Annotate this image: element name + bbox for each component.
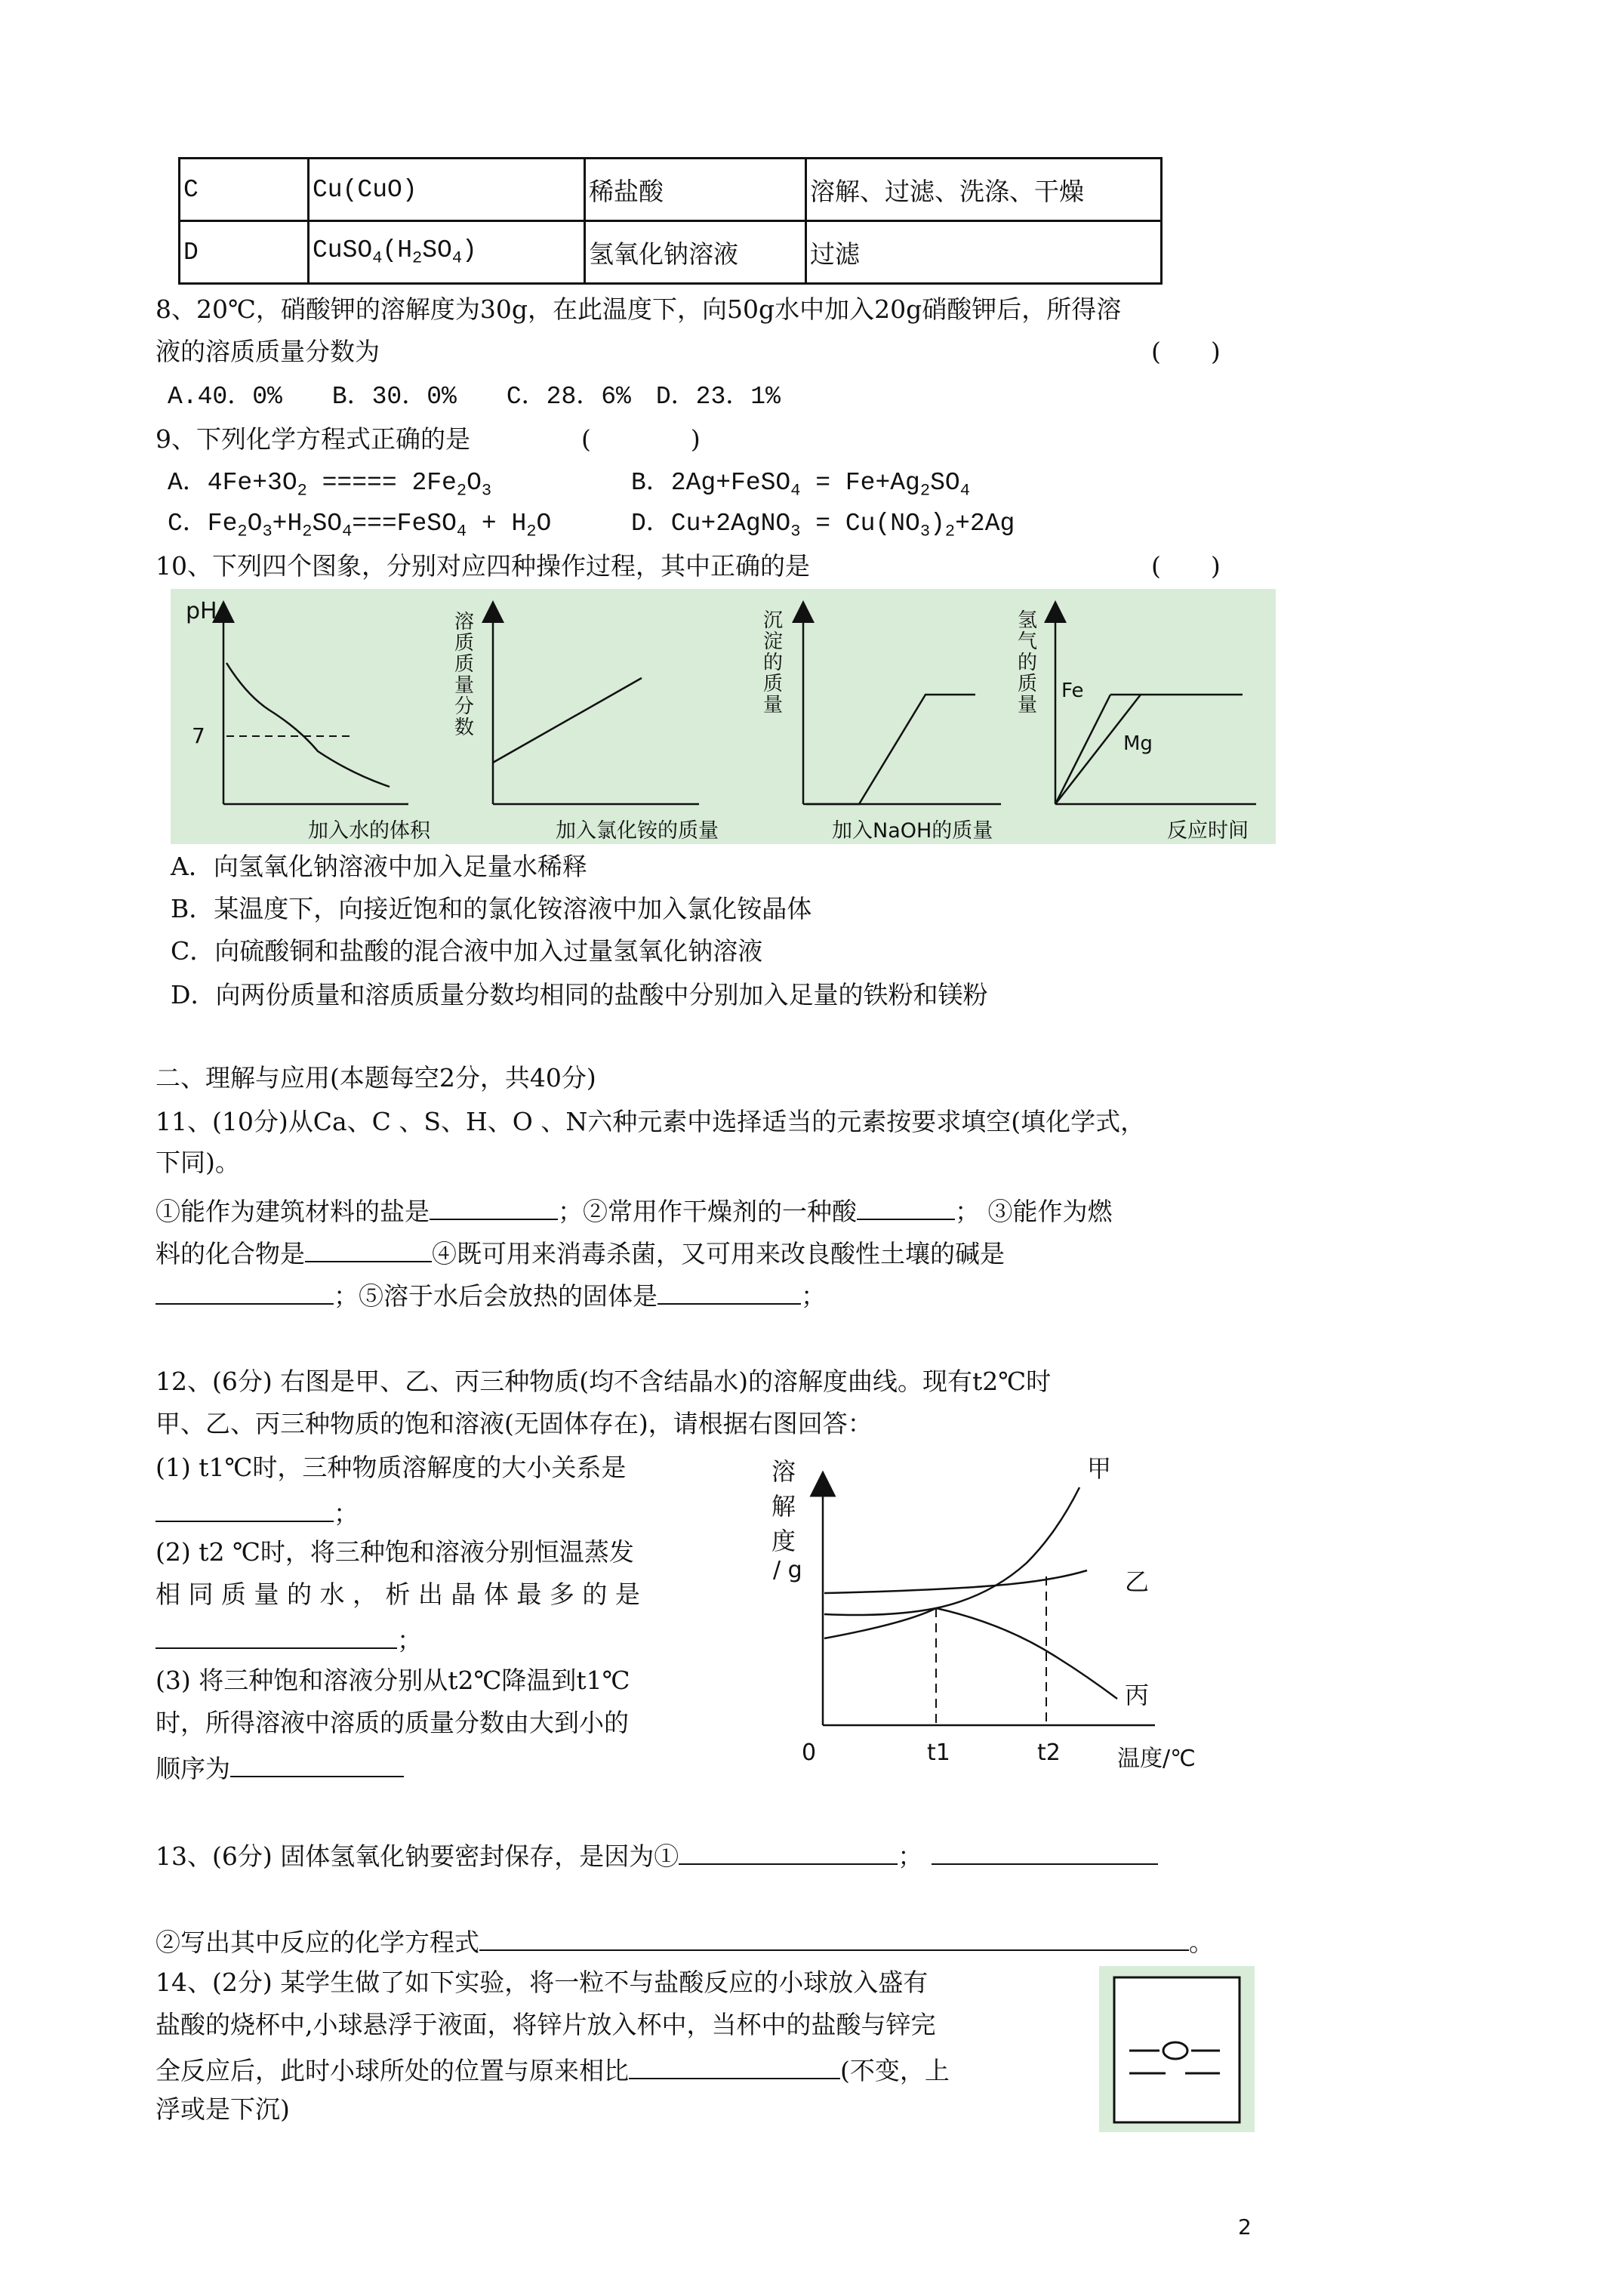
q11-part5: ④既可用来消毒杀菌，又可用来改良酸性土壤的碱是 — [432, 1239, 1005, 1268]
q12-s2-end: ； — [397, 1626, 422, 1655]
curve-label-bing: 丙 — [1125, 1681, 1150, 1709]
answer-blank[interactable] — [479, 1924, 1189, 1951]
ph-7-mark: 7 — [192, 723, 205, 748]
q13-end: 。 — [1189, 1928, 1214, 1957]
q10-option-d: D．向两份质量和溶质质量分数均相同的盐酸中分别加入足量的铁粉和镁粉 — [171, 980, 988, 1009]
section-heading: 二、理解与应用(本题每空2分，共40分) — [156, 1063, 596, 1093]
q14-line2: 盐酸的烧杯中,小球悬浮于液面，将锌片放入杯中，当杯中的盐酸与锌完 — [156, 2010, 936, 2039]
formula-text: $CuSO_4(H_2SO_4)$ — [313, 236, 477, 268]
table-cell: D — [180, 221, 309, 284]
graph-ph — [223, 612, 408, 804]
beaker-figure — [1099, 1966, 1255, 2132]
q9-option-c: C．$Fe_2O_3+H_2SO_4===FeSO_4 + H_2O$ — [168, 510, 552, 541]
q11-part6: ；⑤溶于水后会放热的固体是 — [334, 1281, 658, 1311]
q8-line2: 液的溶质质量分数为 — [156, 337, 380, 366]
table-row — [180, 159, 1162, 221]
q9-stem: 9、下列化学方程式正确的是 — [156, 424, 470, 454]
solubility-figure — [755, 1450, 1283, 1782]
q12-s3c-text: 顺序为 — [156, 1754, 230, 1783]
table-row — [180, 221, 1162, 284]
table-cell: C — [180, 159, 309, 221]
t2-label: t2 — [1037, 1740, 1061, 1766]
q12-s1-answer — [156, 1495, 359, 1529]
q12-s2-answer — [156, 1622, 422, 1656]
q13-sep: ； — [898, 1841, 923, 1871]
y-label-3: 度 — [771, 1527, 796, 1555]
origin-label: 0 — [802, 1740, 817, 1766]
q12-s1-end: ； — [334, 1499, 359, 1528]
curve-label-jia: 甲 — [1087, 1454, 1112, 1483]
answer-blank[interactable] — [230, 1750, 404, 1777]
q12-line1: 12、(6分) 右图是甲、乙、丙三种物质(均不含结晶水)的溶解度曲线。现有t2℃时 — [156, 1367, 1052, 1396]
y-label-2: 解 — [771, 1492, 796, 1521]
q14-text3b: (不变，上 — [840, 2056, 950, 2085]
graph-precipitate — [803, 612, 1001, 804]
answer-blank[interactable] — [932, 1838, 1158, 1865]
q10-option-b: B．某温度下，向接近饱和的氯化铵溶液中加入氯化铵晶体 — [171, 894, 812, 923]
q12-s3b: 时，所得溶液中溶质的质量分数由大到小的 — [156, 1708, 629, 1737]
answer-blank[interactable] — [629, 2052, 840, 2079]
graph4-ylabel: 氢气的质量 — [1018, 609, 1038, 717]
q10-stem: 10、下列四个图象，分别对应四种操作过程，其中正确的是 — [156, 551, 810, 581]
graph3-ylabel: 沉淀的质量 — [763, 609, 784, 717]
q10-graphs — [171, 589, 1276, 844]
q8-choices: A.40．0% B．30．0% C．28．6% D．23．1% — [168, 383, 781, 411]
q13-text2: ②写出其中反应的化学方程式 — [156, 1928, 479, 1957]
q8-answer-paren: ( ) — [1151, 337, 1221, 366]
answer-blank[interactable] — [305, 1235, 432, 1262]
answer-blank[interactable] — [156, 1277, 334, 1305]
graph4-xlabel: 反应时间 — [1167, 819, 1249, 843]
q14-line4: 浮或是下沉) — [156, 2094, 290, 2124]
q9-option-b: B．2Ag+FeSO$_4$ = $Fe+Ag_2SO_4$ — [631, 469, 970, 501]
table-cell: Cu(CuO) — [309, 159, 585, 221]
answer-blank[interactable] — [658, 1277, 801, 1305]
q12-s3c — [156, 1750, 404, 1784]
answer-blank[interactable] — [156, 1495, 334, 1522]
q11-line3 — [156, 1193, 1113, 1227]
options-table — [178, 157, 1163, 285]
graph3-xlabel: 加入NaOH的质量 — [832, 819, 993, 843]
q12-s2a: (2) t2 ℃时，将三种饱和溶液分别恒温蒸发 — [156, 1537, 634, 1567]
t1-label: t1 — [927, 1740, 950, 1766]
q11-line2: 下同)。 — [156, 1148, 240, 1177]
q12-line2: 甲、乙、丙三种物质的饱和溶液(无固体存在)，请根据右图回答： — [156, 1409, 873, 1438]
q8-line1: 8、20℃，硝酸钾的溶解度为30g，在此温度下，向50g水中加入20g硝酸钾后，所得溶 — [156, 294, 1122, 324]
q11-line1: 11、(10分)从Ca、C 、S、H、O 、N六种元素中选择适当的元素按要求填空(填化学式， — [156, 1107, 1146, 1136]
q11-part1: ①能作为建筑材料的盐是 — [156, 1197, 430, 1226]
q10-option-a: A．向氢氧化钠溶液中加入足量水稀释 — [171, 852, 587, 881]
answer-blank[interactable] — [430, 1193, 558, 1220]
q11-part3: ； ③能作为燃 — [955, 1197, 1113, 1226]
q12-s3a: (3) 将三种饱和溶液分别从t2℃降温到t1℃ — [156, 1666, 630, 1695]
mg-label: Mg — [1123, 732, 1153, 755]
graph2-ylabel: 溶质质量分数 — [454, 611, 475, 739]
page-number: 2 — [1238, 2214, 1252, 2239]
beaker-svg — [1099, 1966, 1255, 2132]
answer-blank[interactable] — [679, 1838, 898, 1865]
q10-option-c: C．向硫酸铜和盐酸的混合液中加入过量氢氧化钠溶液 — [171, 936, 763, 966]
answer-blank[interactable] — [857, 1193, 955, 1220]
q11-part7: ； — [801, 1281, 826, 1311]
q13-line1 — [156, 1838, 1158, 1872]
graph-mass-fraction — [493, 612, 699, 804]
q9-option-d: D．Cu+2AgNO$_3$ = $Cu(NO_3)_2+2Ag$ — [631, 510, 1015, 541]
q10-graph-svg — [171, 589, 1276, 844]
ph-axis-label: pH — [186, 598, 217, 624]
solubility-svg — [755, 1450, 1283, 1782]
q13-line2 — [156, 1924, 1214, 1958]
q14-line1: 14、(2分) 某学生做了如下实验，将一粒不与盐酸反应的小球放入盛有 — [156, 1968, 929, 1997]
table-cell: 过滤 — [806, 221, 1162, 284]
table-cell: 溶解、过滤、洗涤、干燥 — [806, 159, 1162, 221]
x-axis-label: 温度/℃ — [1117, 1746, 1196, 1772]
q14-line3 — [156, 2052, 950, 2086]
answer-blank[interactable] — [156, 1622, 397, 1649]
q11-part2: ；②常用作干燥剂的一种酸 — [558, 1197, 857, 1226]
table-cell — [309, 221, 585, 284]
q12-s2b: 相 同 质 量 的 水 ， 析 出 晶 体 最 多 的 是 — [156, 1579, 640, 1609]
y-label-4: / g — [773, 1557, 802, 1583]
fe-label: Fe — [1061, 680, 1084, 702]
q9-answer-paren: ( ) — [581, 424, 701, 454]
q9-option-a: A．$4Fe+3O_2$ ===== $2Fe_2O_3$ — [168, 469, 492, 501]
table-cell: 稀盐酸 — [585, 159, 806, 221]
curve-label-yi: 乙 — [1125, 1567, 1150, 1596]
graph2-xlabel: 加入氯化铵的质量 — [556, 819, 719, 843]
graph-hydrogen — [1055, 612, 1256, 804]
y-label-1: 溶 — [771, 1457, 796, 1486]
q12-s1: (1) t1℃时，三种物质溶解度的大小关系是 — [156, 1453, 627, 1482]
graph1-xlabel: 加入水的体积 — [308, 819, 430, 843]
q11-line5 — [156, 1277, 826, 1311]
q14-text3: 全反应后，此时小球所处的位置与原来相比 — [156, 2056, 629, 2085]
q10-answer-paren: ( ) — [1151, 551, 1221, 581]
table-cell: 氢氧化钠溶液 — [585, 221, 806, 284]
q11-line4 — [156, 1235, 1005, 1269]
q11-part4: 料的化合物是 — [156, 1239, 305, 1268]
q13-text: 13、(6分) 固体氢氧化钠要密封保存，是因为① — [156, 1841, 679, 1871]
